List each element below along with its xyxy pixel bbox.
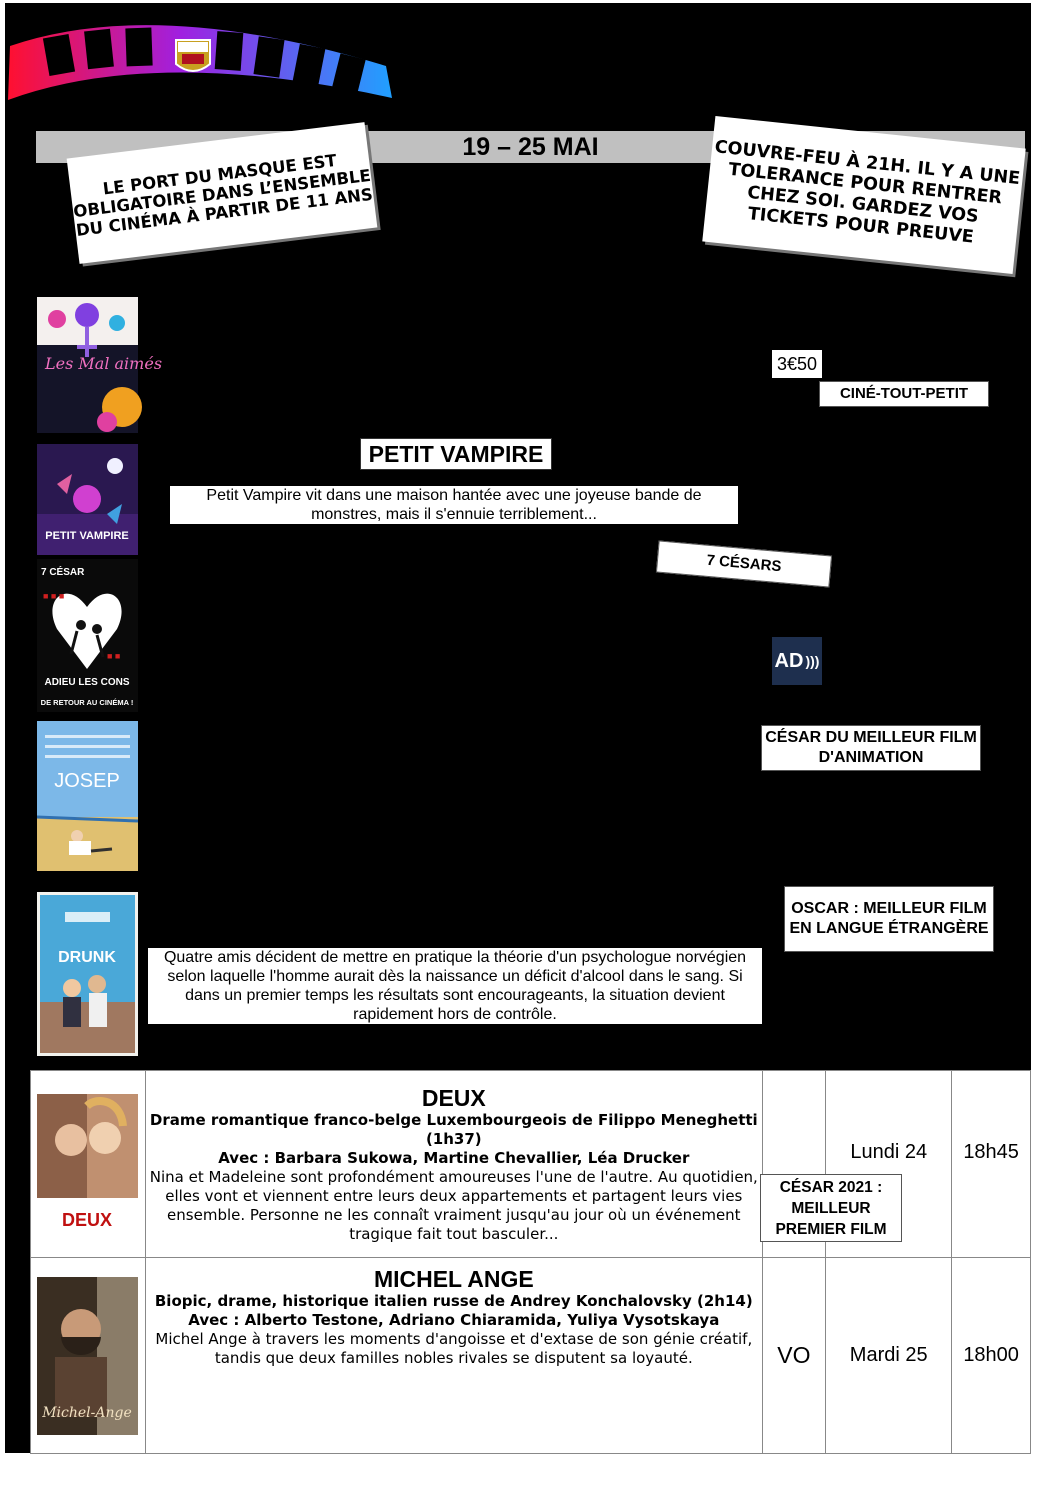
film-version: VO bbox=[762, 1258, 826, 1454]
cesar-animation-badge: CÉSAR DU MEILLEUR FILM D'ANIMATION bbox=[761, 725, 981, 771]
audio-description-icon: AD ))) bbox=[772, 637, 822, 685]
price-label: 3€50 bbox=[772, 350, 822, 378]
film-info-cell bbox=[146, 1258, 763, 1454]
poster-adieu-title: ADIEU LES CONS bbox=[44, 677, 130, 688]
sept-cesars-badge: 7 CÉSARS bbox=[656, 540, 832, 587]
film-info-cell bbox=[146, 1071, 763, 1258]
audio-description-text: AD bbox=[774, 649, 804, 672]
poster-cell bbox=[31, 1258, 146, 1454]
poster-drunk-title: DRUNK bbox=[58, 949, 116, 966]
film-genre: Drame romantique franco-belge Luxembourgeois de Filippo Meneghetti (1h37) bbox=[149, 1110, 758, 1148]
poster-michel-ange[interactable] bbox=[37, 1277, 138, 1435]
film-title: MICHEL ANGE bbox=[373, 1266, 534, 1292]
film-strip-logo bbox=[6, 6, 396, 102]
poster-adieu-bottom: DE RETOUR AU CINÉMA ! bbox=[40, 698, 134, 707]
cine-tout-petit-badge: CINÉ-TOUT-PETIT bbox=[819, 381, 989, 407]
curfew-notice-text: COUVRE-FEU À 21H. IL Y A UNE TOLERANCE POUR RENTRER CHEZ SOI. GARDEZ VOS TICKETS POUR PREUVE bbox=[713, 137, 1021, 248]
film-cast: Avec : Alberto Testone, Adriano Chiaramida, Yuliya Vysotskaya bbox=[188, 1311, 720, 1329]
poster-mal-aimes-title: Les Mal aimés bbox=[45, 354, 163, 373]
svg-text:■ ■ ■: ■ ■ ■ bbox=[43, 591, 65, 601]
poster-michel-title: Michel-Ange bbox=[42, 1404, 132, 1421]
film-day: Mardi 25 bbox=[826, 1258, 952, 1454]
program-dates: 19 – 25 MAI bbox=[462, 133, 599, 161]
svg-text:■ ■: ■ ■ bbox=[107, 651, 121, 661]
drunk-description bbox=[148, 948, 762, 1024]
film-title: DEUX bbox=[421, 1084, 486, 1111]
poster-deux[interactable] bbox=[37, 1082, 138, 1246]
film-day: Lundi 24 bbox=[826, 1071, 952, 1258]
mask-notice-text: LE PORT DU MASQUE EST OBLIGATOIRE DANS L’ENSEMBLE DU CINÉMA À PARTIR DE 11 ANS bbox=[72, 150, 374, 240]
petit-vampire-description-text: Petit Vampire vit dans une maison hantée avec une joyeuse bande de monstres, mais il s'ennuie terriblement... bbox=[206, 487, 702, 523]
film-description: Michel Ange à travers les moments d'angoisse et d'extase de son génie créatif, tandis que deux familles nobles rivales se disputent sa loyauté. bbox=[155, 1330, 753, 1367]
poster-cell bbox=[31, 1071, 146, 1258]
poster-josep-title: JOSEP bbox=[54, 770, 120, 792]
poster-petit-vampire[interactable] bbox=[37, 444, 138, 555]
petit-vampire-title: PETIT VAMPIRE bbox=[360, 438, 552, 470]
petit-vampire-description bbox=[170, 486, 738, 524]
left-margin-bar bbox=[5, 1070, 31, 1453]
film-description: Nina et Madeleine sont profondément amoureuses l'une de l'autre. Au quotidien, elles vont et viennent entre leurs deux appartements et partagent leurs vies ensemble. Personne ne les connaît vraiment jusqu'au jour où un événement tragique fait tout basculer... bbox=[149, 1167, 758, 1243]
table-row bbox=[31, 1258, 1031, 1454]
poster-petit-vampire-title: PETIT VAMPIRE bbox=[45, 530, 129, 542]
film-time: 18h00 bbox=[952, 1258, 1031, 1454]
poster-josep[interactable] bbox=[37, 721, 138, 871]
film-genre: Biopic, drame, historique italien russe de Andrey Konchalovsky (2h14) bbox=[154, 1292, 753, 1310]
film-cast: Avec : Barbara Sukowa, Martine Chevallier, Léa Drucker bbox=[218, 1148, 690, 1167]
cesar-premier-film-badge: CÉSAR 2021 : MEILLEUR PREMIER FILM bbox=[760, 1174, 902, 1242]
film-time: 18h45 bbox=[952, 1071, 1031, 1258]
poster-deux-title: DEUX bbox=[61, 1210, 113, 1230]
poster-adieu-top: 7 CÉSAR bbox=[41, 567, 85, 578]
drunk-description-text: Quatre amis décident de mettre en pratique la théorie d'un psychologue norvégien selon laquelle l'homme aurait dès la naissance un déficit d'alcool dans le sang. Si dans un premier temps les résultats sont encourageants, la situation devient rapidement hors de contrôle. bbox=[163, 949, 747, 1023]
poster-adieu-les-cons[interactable] bbox=[37, 559, 138, 712]
poster-drunk[interactable] bbox=[37, 892, 138, 1056]
oscar-badge: OSCAR : MEILLEUR FILM EN LANGUE ÉTRANGÈRE bbox=[784, 886, 994, 952]
poster-les-mal-aimes[interactable] bbox=[37, 297, 163, 433]
film-schedule-table bbox=[30, 1070, 1031, 1454]
